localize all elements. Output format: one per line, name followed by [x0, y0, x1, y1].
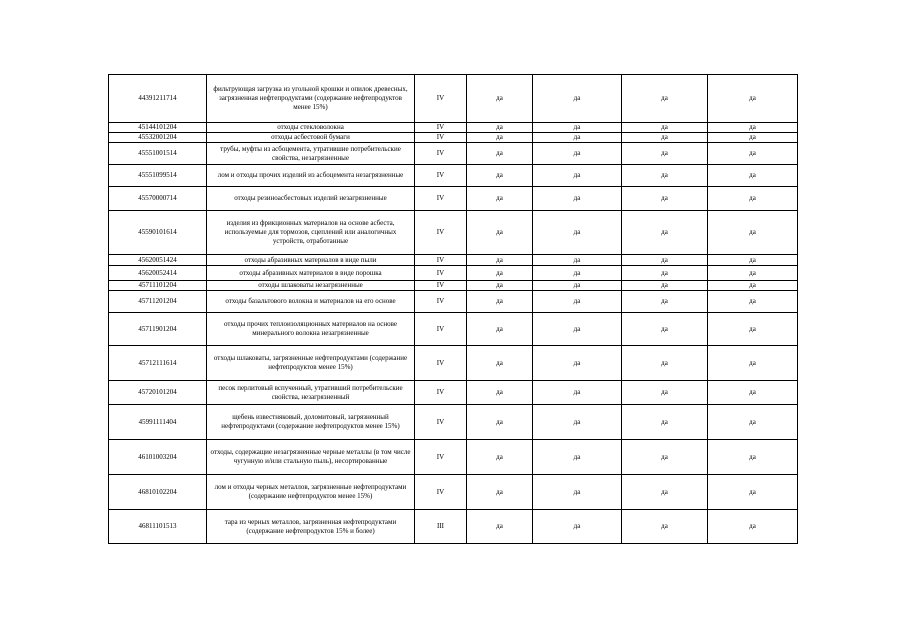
flag-cell: да	[467, 75, 533, 123]
hazard-class-cell: IV	[415, 133, 467, 143]
name-cell: фильтрующая загрузка из угольной крошки и опилок древесных, загрязненная нефтепродуктами (содержание нефтепродуктов менее 15%)	[207, 75, 415, 123]
flag-cell: да	[622, 405, 708, 440]
name-cell: отходы асбестовой бумаги	[207, 133, 415, 143]
flag-cell: да	[708, 475, 798, 510]
hazard-class-cell: IV	[415, 211, 467, 255]
flag-cell: да	[467, 143, 533, 165]
name-cell: трубы, муфты из асбоцемента, утратившие потребительские свойства, незагрязненные	[207, 143, 415, 165]
flag-cell: да	[708, 143, 798, 165]
flag-cell: да	[467, 187, 533, 211]
table-row	[109, 281, 798, 291]
hazard-class-cell: IV	[415, 405, 467, 440]
name-cell: песок перлитовый вспученный, утративший потребительские свойства, незагрязненный	[207, 381, 415, 405]
code-cell: 45711901204	[109, 313, 207, 346]
flag-cell: да	[467, 281, 533, 291]
hazard-class-cell: IV	[415, 291, 467, 313]
name-cell: отходы шлаковаты, загрязненные нефтепродуктами (содержание нефтепродуктов менее 15%)	[207, 346, 415, 381]
hazard-class-cell: IV	[415, 255, 467, 266]
hazard-class-cell: IV	[415, 123, 467, 133]
code-cell: 44391211714	[109, 75, 207, 123]
flag-cell: да	[533, 475, 622, 510]
flag-cell: да	[533, 313, 622, 346]
flag-cell: да	[708, 123, 798, 133]
flag-cell: да	[622, 133, 708, 143]
code-cell: 45144101204	[109, 123, 207, 133]
table-row	[109, 75, 798, 123]
name-cell: тара из черных металлов, загрязненная нефтепродуктами (содержание нефтепродуктов 15% и более)	[207, 510, 415, 544]
flag-cell: да	[467, 346, 533, 381]
code-cell: 45570000714	[109, 187, 207, 211]
flag-cell: да	[533, 165, 622, 187]
flag-cell: да	[533, 510, 622, 544]
flag-cell: да	[708, 266, 798, 281]
flag-cell: да	[533, 440, 622, 475]
code-cell: 45532001204	[109, 133, 207, 143]
hazard-class-cell: IV	[415, 281, 467, 291]
hazard-class-cell: IV	[415, 266, 467, 281]
name-cell: отходы базальтового волокна и материалов на его основе	[207, 291, 415, 313]
flag-cell: да	[533, 281, 622, 291]
table-row	[109, 211, 798, 255]
hazard-class-cell: IV	[415, 165, 467, 187]
table-row	[109, 133, 798, 143]
table-row	[109, 165, 798, 187]
code-cell: 46101003204	[109, 440, 207, 475]
flag-cell: да	[708, 291, 798, 313]
code-cell: 46811101513	[109, 510, 207, 544]
flag-cell: да	[708, 440, 798, 475]
flag-cell: да	[533, 291, 622, 313]
table-row	[109, 255, 798, 266]
hazard-class-cell: IV	[415, 475, 467, 510]
code-cell: 45551099514	[109, 165, 207, 187]
code-cell: 45620051424	[109, 255, 207, 266]
flag-cell: да	[622, 187, 708, 211]
flag-cell: да	[622, 381, 708, 405]
name-cell: щебень известняковый, доломитовый, загрязненный нефтепродуктами (содержание нефтепродуктов менее 15%)	[207, 405, 415, 440]
flag-cell: да	[708, 75, 798, 123]
flag-cell: да	[533, 211, 622, 255]
flag-cell: да	[622, 440, 708, 475]
flag-cell: да	[533, 255, 622, 266]
hazard-class-cell: IV	[415, 440, 467, 475]
flag-cell: да	[708, 313, 798, 346]
flag-cell: да	[467, 313, 533, 346]
table-row	[109, 123, 798, 133]
code-cell: 45712111614	[109, 346, 207, 381]
flag-cell: да	[622, 281, 708, 291]
flag-cell: да	[533, 75, 622, 123]
flag-cell: да	[467, 211, 533, 255]
table-row	[109, 381, 798, 405]
flag-cell: да	[533, 143, 622, 165]
table-row	[109, 475, 798, 510]
flag-cell: да	[708, 281, 798, 291]
flag-cell: да	[467, 440, 533, 475]
name-cell: отходы шлаковаты незагрязненные	[207, 281, 415, 291]
table-row	[109, 405, 798, 440]
table-row	[109, 440, 798, 475]
hazard-class-cell: IV	[415, 187, 467, 211]
flag-cell: да	[467, 133, 533, 143]
hazard-class-cell: IV	[415, 313, 467, 346]
flag-cell: да	[533, 123, 622, 133]
flag-cell: да	[533, 133, 622, 143]
table-row	[109, 291, 798, 313]
flag-cell: да	[467, 291, 533, 313]
flag-cell: да	[622, 143, 708, 165]
flag-cell: да	[467, 266, 533, 281]
flag-cell: да	[533, 187, 622, 211]
name-cell: изделия из фрикционных материалов на основе асбеста, используемые для тормозов, сцеплений или аналогичных устройств, отработанные	[207, 211, 415, 255]
flag-cell: да	[622, 123, 708, 133]
flag-cell: да	[708, 165, 798, 187]
flag-cell: да	[467, 510, 533, 544]
flag-cell: да	[622, 313, 708, 346]
code-cell: 45620052414	[109, 266, 207, 281]
flag-cell: да	[467, 165, 533, 187]
name-cell: отходы стекловолокна	[207, 123, 415, 133]
code-cell: 45590101614	[109, 211, 207, 255]
flag-cell: да	[622, 165, 708, 187]
name-cell: отходы резиноасбестовых изделий незагрязненные	[207, 187, 415, 211]
table-row	[109, 187, 798, 211]
hazard-class-cell: IV	[415, 346, 467, 381]
flag-cell: да	[708, 255, 798, 266]
name-cell: отходы абразивных материалов в виде порошка	[207, 266, 415, 281]
flag-cell: да	[533, 381, 622, 405]
table-row	[109, 510, 798, 544]
flag-cell: да	[622, 211, 708, 255]
flag-cell: да	[622, 266, 708, 281]
flag-cell: да	[622, 475, 708, 510]
code-cell: 45711101204	[109, 281, 207, 291]
name-cell: отходы абразивных материалов в виде пыли	[207, 255, 415, 266]
code-cell: 45991111404	[109, 405, 207, 440]
hazard-class-cell: IV	[415, 381, 467, 405]
name-cell: лом и отходы черных металлов, загрязненные нефтепродуктами (содержание нефтепродуктов менее 15%)	[207, 475, 415, 510]
flag-cell: да	[467, 405, 533, 440]
waste-table	[108, 74, 798, 544]
flag-cell: да	[467, 381, 533, 405]
flag-cell: да	[467, 255, 533, 266]
code-cell: 45711201204	[109, 291, 207, 313]
flag-cell: да	[622, 346, 708, 381]
flag-cell: да	[708, 133, 798, 143]
flag-cell: да	[533, 266, 622, 281]
hazard-class-cell: III	[415, 510, 467, 544]
hazard-class-cell: IV	[415, 143, 467, 165]
flag-cell: да	[622, 75, 708, 123]
table-row	[109, 143, 798, 165]
flag-cell: да	[708, 510, 798, 544]
flag-cell: да	[533, 346, 622, 381]
flag-cell: да	[708, 405, 798, 440]
flag-cell: да	[708, 187, 798, 211]
name-cell: отходы, содержащие незагрязненные черные металлы (в том числе чугунную и/или стальную пыль), несортированные	[207, 440, 415, 475]
table-row	[109, 313, 798, 346]
table-row	[109, 346, 798, 381]
code-cell: 45720101204	[109, 381, 207, 405]
name-cell: лом и отходы прочих изделий из асбоцемента незагрязненные	[207, 165, 415, 187]
code-cell: 45551001514	[109, 143, 207, 165]
name-cell: отходы прочих теплоизоляционных материалов на основе минерального волокна незагрязненные	[207, 313, 415, 346]
flag-cell: да	[622, 291, 708, 313]
flag-cell: да	[708, 211, 798, 255]
flag-cell: да	[533, 405, 622, 440]
hazard-class-cell: IV	[415, 75, 467, 123]
flag-cell: да	[708, 346, 798, 381]
flag-cell: да	[467, 123, 533, 133]
flag-cell: да	[622, 255, 708, 266]
code-cell: 46810102204	[109, 475, 207, 510]
table-row	[109, 266, 798, 281]
flag-cell: да	[622, 510, 708, 544]
table-body	[109, 75, 798, 544]
flag-cell: да	[467, 475, 533, 510]
flag-cell: да	[708, 381, 798, 405]
